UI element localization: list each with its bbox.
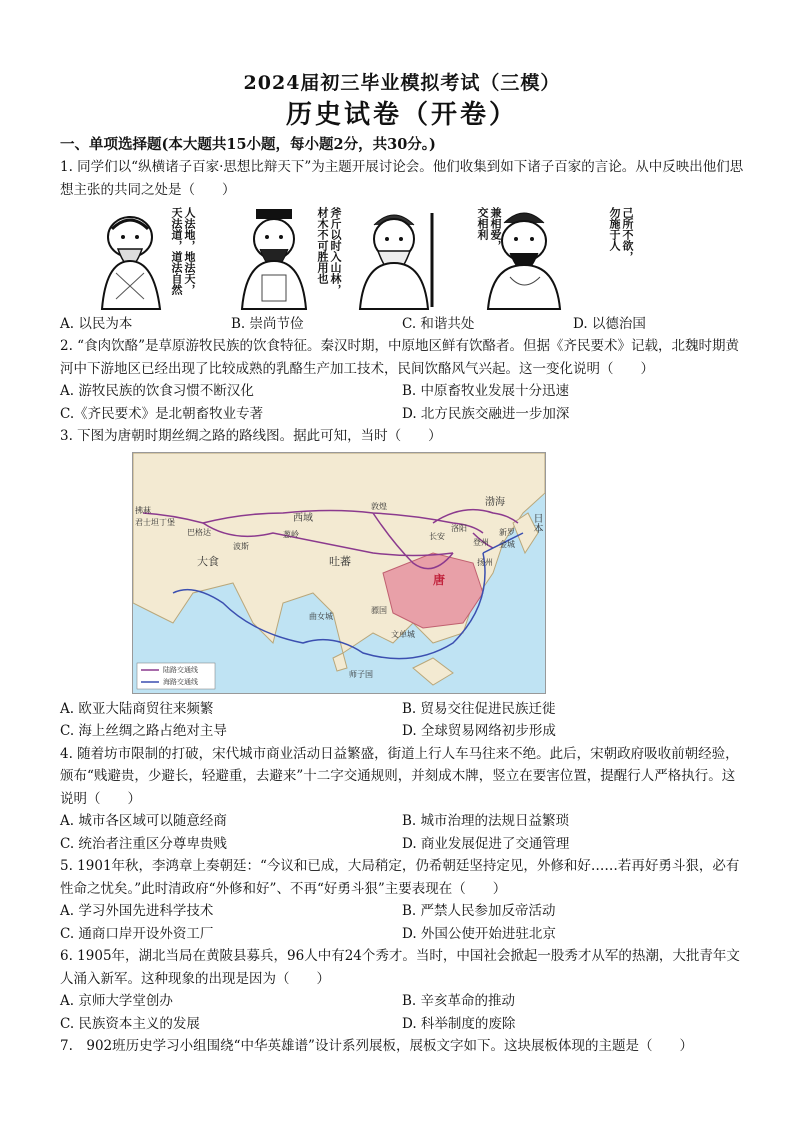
laozi-quote-line-2: 天法道，道法自然	[170, 207, 183, 295]
option-b: B. 辛亥革命的推动	[402, 993, 516, 1009]
option-d: D. 科举制度的废除	[402, 1015, 516, 1032]
laozi-quote-line-1: 人法地，地法天，	[183, 207, 196, 295]
option-d: D. 以德治国	[573, 316, 646, 332]
option-b: B. 严禁人民参加反帝活动	[402, 903, 556, 919]
question-6-options-row-2	[60, 1013, 744, 1036]
map-label-baghdad: 巴格达	[187, 527, 211, 537]
question-3-options-row-1	[60, 698, 744, 721]
laozi-illustration	[90, 203, 240, 311]
question-4-options-row-1	[60, 810, 744, 833]
question-2-options-row-1	[60, 380, 744, 403]
question-4-stem: 4. 随着坊市限制的打破，宋代城市商业活动日益繁盛，街道上行人车马往来不绝。此后，宋朝政府吸收前朝经验，颁布“贱避贵，少避长，轻避重，去避来”十二字交通规则，并刻成木牌，竖立在要害位置，提醒行人严格执行。这说明（ ）	[60, 745, 739, 807]
option-b: B. 城市治理的法规日益繁琐	[402, 813, 570, 829]
option-c: C. 统治者注重区分尊卑贵贱	[60, 835, 227, 852]
question-4-options-row-2	[60, 833, 744, 856]
map-label-congling: 葱岭	[283, 529, 299, 539]
sage-figure-icon	[90, 203, 240, 311]
option-a: A. 京师大学堂创办	[60, 993, 173, 1009]
question-1-options	[60, 313, 744, 335]
legend-sea-route: 海路交通线	[163, 677, 198, 686]
map-label-tang: 唐	[433, 572, 446, 587]
legend-land-route: 陆路交通线	[163, 665, 198, 674]
map-label-bohai: 渤海	[485, 496, 505, 508]
question-2-stem: 2. “食肉饮酪”是草原游牧民族的饮食特征。秦汉时期，中原地区鲜有饮酪者。但据《齐民要术》记载，北魏时期黄河中下游地区已经出现了比较成熟的乳酪生产加工技术，民间饮酪风气兴起。这一变化说明（ ）	[60, 338, 739, 377]
question-6-stem: 6. 1905年，湖北当局在黄陂县募兵，96人中有24个秀才。当时，中国社会掀起一股秀才从军的热潮，大批青年文人涌入新军。这种现象的出现是因为（ ）	[60, 948, 740, 987]
question-1-stem: 1. 同学们以“纵横诸子百家·思想比辩天下”为主题开展讨论会。他们收集到如下诸子百家的言论。从中反映出他们思想主张的共同之处是（ ）	[60, 159, 744, 198]
option-a: A. 游牧民族的饮食习惯不断汉化	[60, 383, 254, 399]
map-label-jincheng: 金城	[499, 539, 515, 549]
option-a: A. 以民为本	[60, 316, 133, 332]
question-3-stem: 3. 下图为唐朝时期丝绸之路的路线图。据此可知，当时（ ）	[60, 428, 442, 444]
question-7-stem: 7. 902班历史学习小组围绕“中华英雄谱”设计系列展板，展板文字如下。这块展板体现的主题是（ ）	[60, 1038, 693, 1054]
question-2-options-row-2	[60, 403, 744, 426]
question-5-options-row-2	[60, 923, 744, 946]
mozi-quote-line-1: 兼相爱，	[489, 207, 502, 251]
map-label-constantinople: 君士坦丁堡	[135, 517, 175, 527]
option-d: D. 全球贸易网络初步形成	[402, 723, 556, 739]
map-label-dashi: 大食	[197, 554, 219, 568]
option-c: C.《齐民要术》是北朝畜牧业专著	[60, 405, 264, 422]
mencius-quote-line-1: 斧斤以时入山林，	[329, 207, 342, 295]
map-label-dunhuang: 敦煌	[371, 501, 387, 511]
option-c: C. 和谐共处	[402, 316, 475, 332]
option-c: C. 民族资本主义的发展	[60, 1015, 200, 1032]
map-label-fulin: 拂菻	[135, 505, 151, 515]
silk-road-map	[132, 452, 546, 694]
map-label-piaoguo: 骠国	[371, 605, 387, 615]
map-label-changan: 长安	[429, 531, 445, 541]
option-b: B. 贸易交往促进民族迁徙	[402, 700, 556, 717]
option-d: D. 北方民族交融进一步加深	[402, 405, 570, 422]
question-6-options-row-1	[60, 990, 744, 1013]
map-label-wendancheng: 文单城	[391, 629, 415, 639]
map-label-riben: 日本	[531, 512, 542, 533]
question-5-options-row-1	[60, 900, 744, 923]
map-label-yangzhou: 扬州	[477, 557, 493, 567]
confucius-quote-line-2: 勿施于人	[608, 207, 621, 251]
philosopher-illustrations	[60, 203, 744, 313]
question-5-stem: 5. 1901年秋，李鸿章上奏朝廷：“今议和已成，大局稍定，仍希朝廷坚持定见，外修和好……若再好勇斗狠，必有性命之忧矣。”此时清政府“外修和好”、不再“好勇斗狠”主要表现在（ ）	[60, 858, 740, 897]
option-d: D. 商业发展促进了交通管理	[402, 835, 570, 852]
option-a: A. 城市各区域可以随意经商	[60, 813, 227, 829]
mencius-quote-line-2: 材木不可胜用也	[316, 207, 329, 284]
option-a: A. 学习外国先进科学技术	[60, 903, 214, 919]
exam-title: 2024届初三毕业模拟考试（三模）	[243, 72, 561, 94]
option-c: C. 海上丝绸之路占绝对主导	[60, 723, 227, 739]
map-label-xiyu: 西域	[293, 512, 313, 524]
map-label-qunucheng: 曲女城	[309, 611, 333, 621]
map-label-shiziguo: 师子国	[349, 669, 373, 679]
map-label-bosi: 波斯	[233, 541, 249, 551]
option-a: A. 欧亚大陆商贸往来频繁	[60, 700, 214, 717]
confucius-quote-line-1: 己所不欲，	[621, 207, 634, 262]
question-3-options-row-2	[60, 720, 744, 743]
mozi-quote-line-2: 交相利	[476, 207, 489, 240]
exam-subtitle: 历史试卷（开卷）	[285, 100, 518, 130]
confucius-illustration	[480, 203, 634, 311]
map-label-xinluo: 新罗	[499, 527, 515, 537]
silk-road-map-graphic	[133, 453, 545, 693]
option-c: C. 通商口岸开设外资工厂	[60, 925, 214, 942]
section-heading: 一、单项选择题(本大题共15小题，每小题2分，共30分。)	[60, 136, 436, 153]
exam-page	[60, 70, 744, 1058]
option-b: B. 崇尚节俭	[231, 316, 304, 332]
option-d: D. 外国公使开始进驻北京	[402, 925, 556, 942]
map-label-tubo: 吐蕃	[329, 554, 351, 568]
map-label-luoyang: 洛阳	[451, 523, 467, 533]
map-label-dengzhou: 登州	[473, 537, 489, 547]
option-b: B. 中原畜牧业发展十分迅速	[402, 383, 570, 399]
